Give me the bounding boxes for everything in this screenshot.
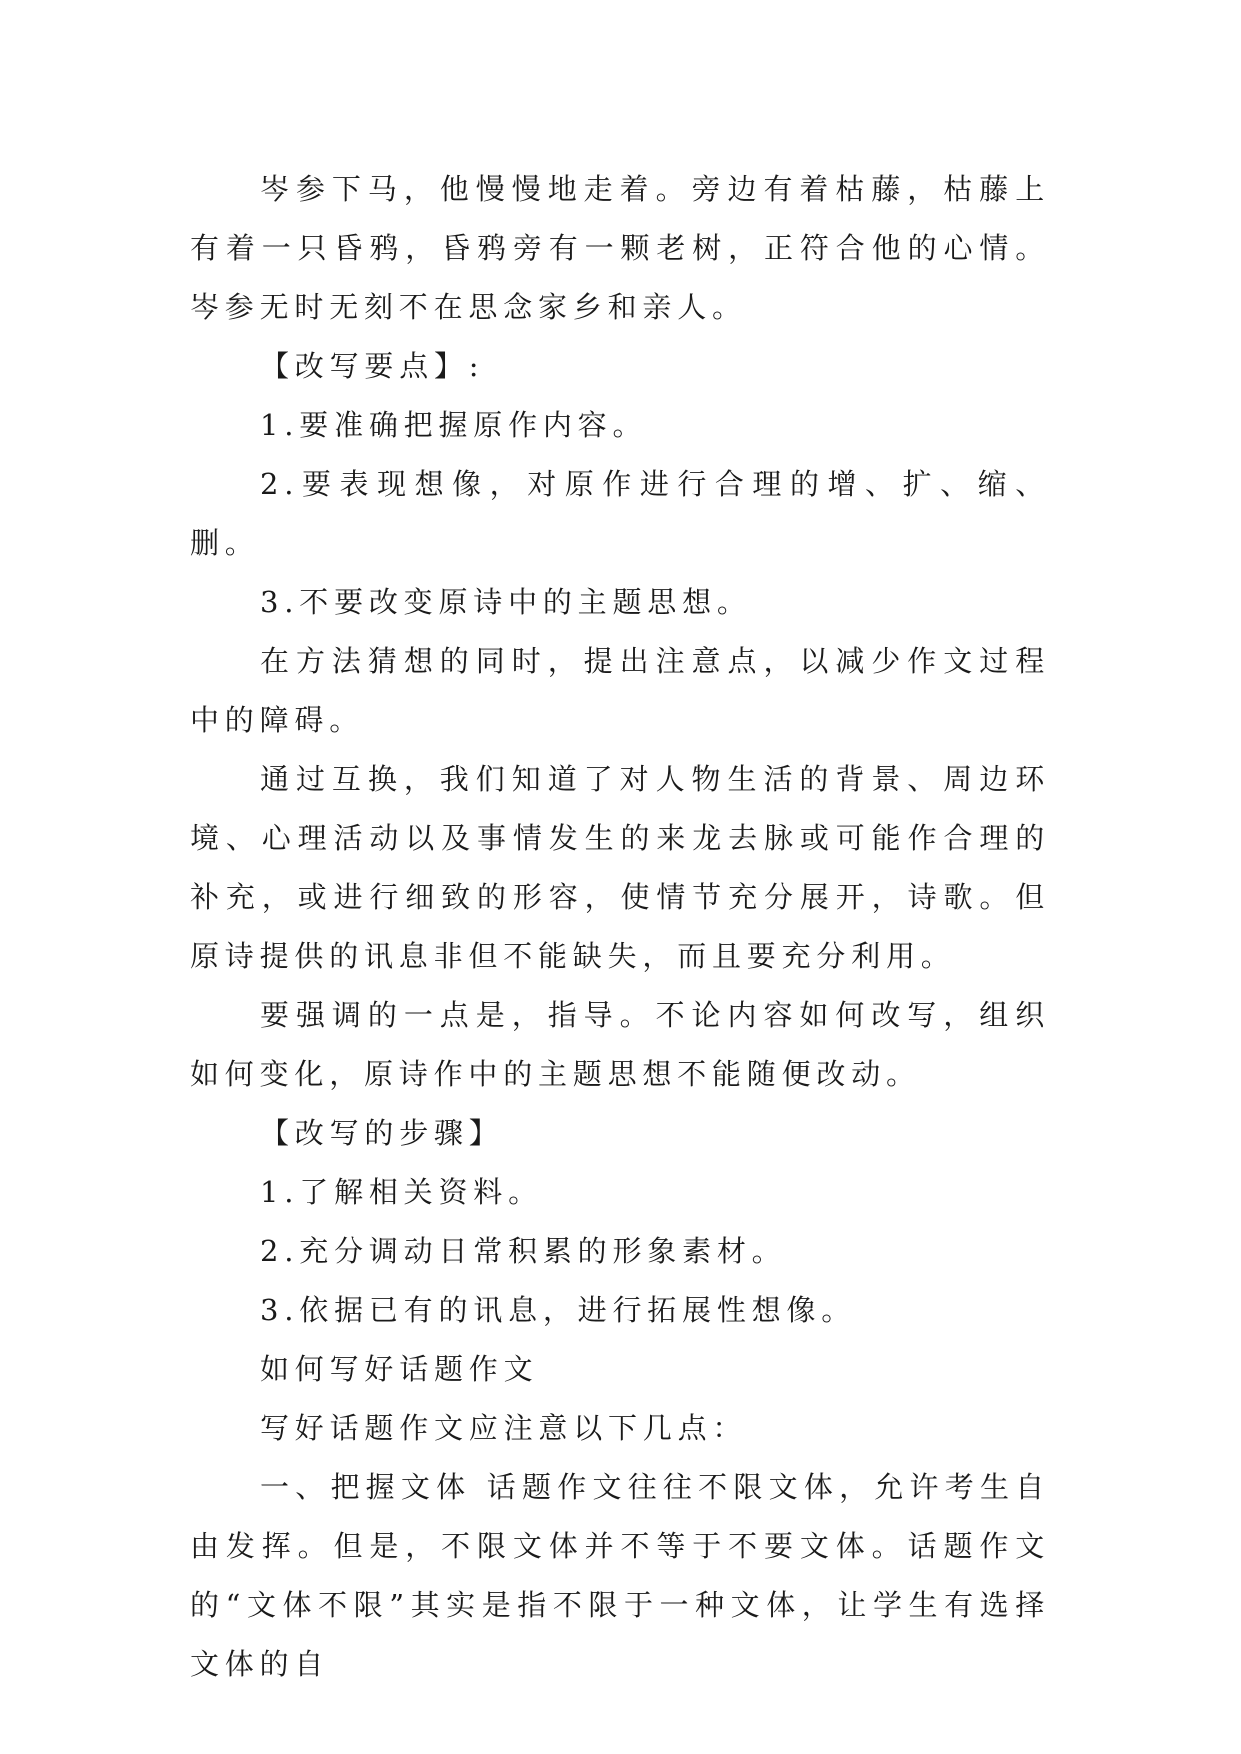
list-item-step-3: 3.依据已有的讯息，进行拓展性想像。 (260, 1293, 857, 1327)
document-body (190, 160, 1050, 1694)
heading-rewrite-points: 【改写要点】: (260, 349, 485, 383)
list-item-point-3: 3.不要改变原诗中的主题思想。 (260, 585, 752, 619)
heading-rewrite-steps: 【改写的步骤】 (260, 1116, 504, 1150)
paragraph-method: 在方法猜想的同时，提出注意点，以减少作文过程中的障碍。 (190, 644, 1050, 737)
paragraph-emphasis: 要强调的一点是，指导。不论内容如何改写，组织如何变化，原诗作中的主题思想不能随便改动。 (190, 998, 1050, 1091)
paragraph-cen-shen: 岑参下马，他慢慢地走着。旁边有着枯藤，枯藤上有着一只昏鸦，昏鸦旁有一颗老树，正符合他的心情。岑参无时无刻不在思念家乡和亲人。 (190, 172, 1050, 324)
paragraph-topic-intro: 写好话题作文应注意以下几点： (260, 1411, 748, 1445)
paragraph-exchange: 通过互换，我们知道了对人物生活的背景、周边环境、心理活动以及事情发生的来龙去脉或可能作合理的补充，或进行细致的形容，使情节充分展开，诗歌。但原诗提供的讯息非但不能缺失，而且要充分利用。 (190, 762, 1050, 973)
list-item-point-1: 1.要准确把握原作内容。 (260, 408, 648, 442)
heading-topic-essay: 如何写好话题作文 (260, 1352, 539, 1386)
paragraph-genre: 一、把握文体 话题作文往往不限文体，允许考生自由发挥。但是，不限文体并不等于不要文体。话题作文的“文体不限”其实是指不限于一种文体，让学生有选择文体的自 (190, 1470, 1050, 1681)
list-item-step-2: 2.充分调动日常积累的形象素材。 (260, 1234, 787, 1268)
list-item-step-1: 1.了解相关资料。 (260, 1175, 543, 1209)
list-item-point-2: 2.要表现想像，对原作进行合理的增、扩、缩、删。 (190, 467, 1050, 560)
